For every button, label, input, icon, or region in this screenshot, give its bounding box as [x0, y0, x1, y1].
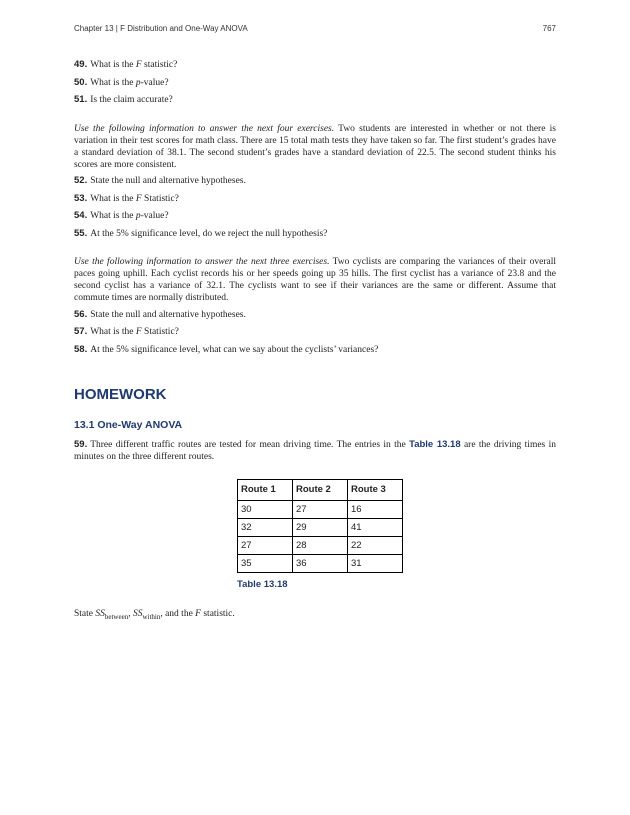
question-text-end: Statistic?: [141, 193, 179, 204]
route-times-table: [237, 479, 403, 573]
table-link[interactable]: Table 13.18: [409, 439, 461, 450]
table-row: [238, 536, 403, 554]
final-instruction: [74, 608, 556, 623]
page-header: [74, 24, 556, 33]
separator: ,: [128, 608, 133, 619]
question-item: [74, 174, 556, 188]
intro-text: Two cyclists are comparing the variances of their overall paces going uphill. Each cyclist records his or her speeds going up 35 hills. The first cyclist has a variance of 23.8 and the second cyclist has a variance of 32.1. The cyclists want to see if their variances are the same or different. Assume that commute times are normally distributed.: [74, 257, 556, 303]
question-text-end: -value?: [140, 77, 169, 88]
question-group-c: [74, 308, 556, 357]
question-item: [74, 227, 556, 241]
ss-symbol: SS: [95, 608, 105, 619]
table-header-row: [238, 479, 403, 500]
question-text: What is the: [90, 77, 136, 88]
section-heading: 13.1 One-Way ANOVA: [74, 419, 183, 431]
table-row: [238, 518, 403, 536]
question-item: [74, 58, 556, 72]
table-cell: 22: [348, 536, 403, 554]
question-item: [74, 93, 556, 107]
table-cell: 16: [348, 500, 403, 518]
question-item: [74, 76, 556, 90]
question-text-end: are the driving times in minutes on the three different routes.: [74, 440, 556, 462]
question-number: 50.: [74, 76, 88, 88]
table-cell: 41: [348, 518, 403, 536]
f-symbol: F: [195, 608, 201, 619]
question-group-a: [74, 58, 556, 107]
question-text: State the null and alternative hypotheses.: [90, 309, 246, 320]
question-item: [74, 308, 556, 322]
question-number: 52.: [74, 175, 88, 186]
question-text: What is the: [90, 327, 136, 337]
homework-heading: HOMEWORK: [74, 386, 167, 403]
question-text-end: -value?: [140, 211, 169, 221]
question-variable: F: [135, 60, 142, 70]
question-number: 58.: [74, 343, 88, 355]
question-59: [74, 439, 556, 463]
ss-between-subscript: between: [104, 612, 129, 621]
column-header: Route 1: [238, 479, 293, 500]
question-text: What is the: [90, 193, 136, 204]
final-mid: , and the: [160, 608, 196, 619]
intro-lead: Use the following information to answer the next three exercises.: [74, 257, 330, 267]
question-number: 51.: [74, 94, 88, 105]
question-number: 54.: [74, 210, 88, 221]
question-text-end: statistic?: [141, 60, 178, 70]
question-text: Three different traffic routes are tested for mean driving time. The entries in the: [90, 440, 410, 450]
ss-symbol: SS: [132, 608, 143, 619]
intro-paragraph-c: [74, 256, 556, 304]
table-cell: 27: [238, 536, 293, 554]
question-text: What is the: [90, 60, 136, 70]
question-text-end: Statistic?: [141, 327, 179, 337]
question-text: At the 5% significance level, what can we say about the cyclists’ variances?: [90, 344, 379, 355]
question-number: 55.: [74, 227, 88, 239]
intro-lead: Use the following information to answer the next four exercises.: [74, 123, 335, 134]
question-text: At the 5% significance level, do we reject the null hypothesis?: [90, 228, 328, 239]
question-text: Is the claim accurate?: [90, 95, 173, 105]
table-cell: 29: [293, 518, 348, 536]
intro-text: Two students are interested in whether or not there is variation in their test scores for math class. There are 15 total math tests they have taken so far. The first student’s grades have a standard deviation of 38.1. The second student’s grades have a standard deviation of 22.5. The second student thinks his scores are more consistent.: [74, 123, 556, 170]
table-cell: 31: [348, 554, 403, 572]
table-cell: 32: [238, 518, 293, 536]
table-caption[interactable]: Table 13.18: [237, 578, 288, 590]
table-cell: 30: [238, 500, 293, 518]
question-number: 59.: [74, 439, 88, 450]
final-pre: State: [74, 608, 96, 619]
table-row: [238, 554, 403, 572]
question-number: 56.: [74, 308, 88, 320]
question-item: [74, 192, 556, 206]
table-cell: 27: [293, 500, 348, 518]
table-cell: 35: [238, 554, 293, 572]
table-cell: 28: [293, 536, 348, 554]
page-number: 767: [542, 24, 556, 33]
question-text: State the null and alternative hypotheses.: [90, 176, 246, 186]
question-variable: p: [135, 77, 141, 88]
question-text: What is the: [90, 211, 136, 221]
table-cell: 36: [293, 554, 348, 572]
question-variable: F: [135, 327, 142, 337]
question-variable: F: [135, 193, 142, 204]
question-group-b: [74, 174, 556, 241]
question-variable: p: [135, 211, 141, 221]
question-number: 57.: [74, 326, 88, 337]
question-item: [74, 343, 556, 357]
ss-within-subscript: within: [142, 612, 161, 621]
column-header: Route 2: [293, 479, 348, 500]
intro-paragraph-b: [74, 123, 556, 171]
table-row: [238, 500, 403, 518]
question-item: [74, 209, 556, 223]
question-number: 49.: [74, 59, 88, 70]
chapter-title: Chapter 13 | F Distribution and One-Way ANOVA: [74, 24, 248, 33]
question-item: [74, 325, 556, 339]
page-content: [74, 58, 556, 626]
question-number: 53.: [74, 192, 88, 204]
column-header: Route 3: [348, 479, 403, 500]
final-post: statistic.: [200, 608, 235, 619]
